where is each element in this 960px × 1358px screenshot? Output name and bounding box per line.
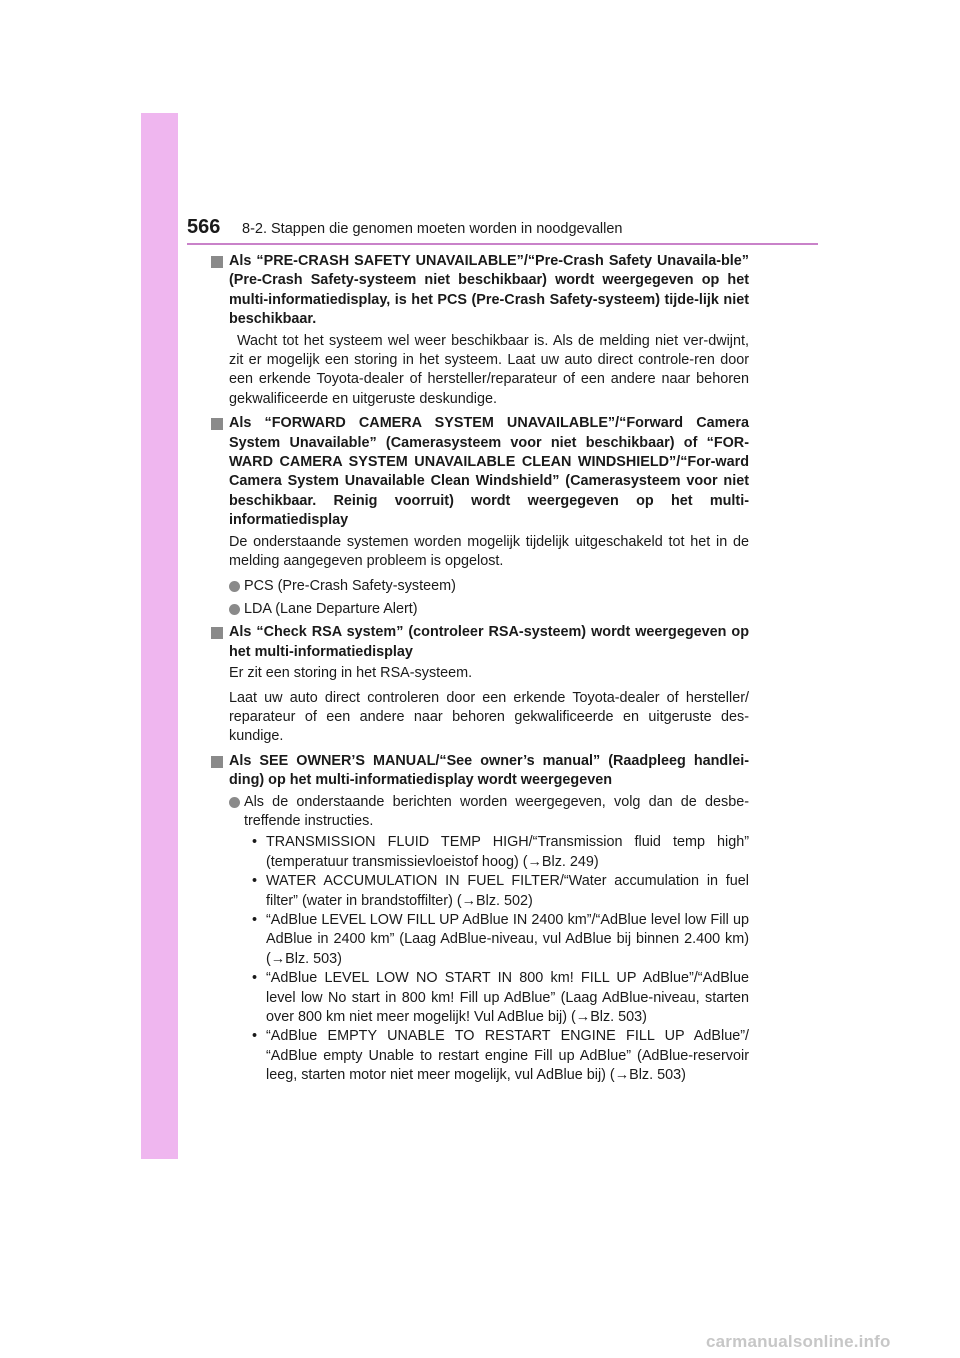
section-forward-camera-unavailable	[211, 414, 749, 619]
dot-marker-icon: •	[252, 912, 258, 928]
section-paragraph: Er zit een storing in het RSA-systeem.	[229, 665, 473, 682]
list-item-text: PCS (Pre-Crash Safety-systeem)	[244, 577, 456, 594]
section-see-owners-manual	[211, 752, 749, 1086]
section-paragraph: De onderstaande systemen worden mogelijk tijdelijk uitgeschakeld tot het in de melding aangegeven probleem is opgelost.	[229, 533, 749, 570]
section-pcs-unavailable	[211, 252, 749, 409]
round-bullet-icon	[229, 581, 240, 592]
message-list-item: • “AdBlue EMPTY UNABLE TO RESTART ENGINE FILL UP AdBlue”/ “AdBlue empty Unable to restart engine Fill up AdBlue” (AdBlue-reservoir leeg, starten motor niet meer mogelijk, vul AdBlue bij) (→Blz. 503)	[252, 1028, 749, 1084]
message-list-item: • TRANSMISSION FLUID TEMP HIGH/“Transmission fluid temp high” (temperatuur transmissievloeistof hoog) (→Blz. 249)	[252, 834, 749, 870]
section-heading: Als “FORWARD CAMERA SYSTEM UNAVAILABLE”/“Forward Camera System Unavailable” (Camerasysteem voor niet beschikbaar) of “FOR-WARD CAMERA SYSTEM UNAVAILABLE CLEAN WINDSHIELD”/“For-ward Camera System Unavailable Clean Windshield” (Camerasysteem voor niet beschikbaar. Reinig voorruit) wordt weergegeven op het multi-informatiedisplay	[229, 415, 749, 529]
message-list-item: • “AdBlue LEVEL LOW NO START IN 800 km! FILL UP AdBlue”/“AdBlue level low No start in 800 km! Fill up AdBlue” (Laag AdBlue-niveau, starten over 800 km niet meer mogelijk! Vul AdBlue bij) (→Blz. 503)	[252, 970, 749, 1026]
message-list-item: • “AdBlue LEVEL LOW FILL UP AdBlue IN 2400 km”/“AdBlue level low Fill up AdBlue in 2400 km” (Laag AdBlue-niveau, vul AdBlue bij binnen 2.400 km) (→Blz. 503)	[252, 912, 749, 967]
dot-marker-icon: •	[252, 1028, 258, 1045]
section-heading: Als “PRE-CRASH SAFETY UNAVAILABLE”/“Pre-Crash Safety Unavaila-ble” (Pre-Crash Safety-systeem niet beschikbaar) wordt weergegeven op het multi-informatiedisplay, is het PCS (Pre-Crash Safety-systeem) tijde-lijk niet beschikbaar.	[229, 253, 749, 328]
section-heading: Als “Check RSA system” (controleer RSA-systeem) wordt weergegeven op het multi-informatiedisplay	[229, 624, 749, 660]
square-bullet-icon	[211, 418, 223, 430]
dot-marker-icon: •	[252, 970, 258, 987]
list-item	[229, 600, 749, 619]
square-bullet-icon	[211, 756, 223, 768]
dot-marker-icon: •	[252, 873, 258, 890]
header-divider	[187, 243, 818, 245]
square-bullet-icon	[211, 627, 223, 639]
round-bullet-icon	[229, 604, 240, 615]
section-heading: Als SEE OWNER’S MANUAL/“See owner’s manual” (Raadpleeg handlei-ding) op het multi-informatiedisplay wordt weergegeven	[229, 752, 749, 789]
page-header	[187, 216, 837, 246]
section-paragraph: Laat uw auto direct controleren door een erkende Toyota-dealer of hersteller/ reparateur of een andere naar behoren gekwalificeerde en uitgeruste des-kundige.	[229, 689, 749, 745]
list-item	[229, 577, 749, 596]
message-list	[244, 833, 749, 1085]
page-number: 566	[187, 216, 221, 238]
watermark-text: carmanualsonline.info	[706, 1332, 891, 1351]
section-check-rsa-system	[211, 623, 749, 746]
square-bullet-icon	[211, 256, 223, 268]
chapter-sidebar-tab	[141, 113, 178, 1159]
round-bullet-icon	[229, 797, 240, 808]
list-item-text: Als de onderstaande berichten worden weergegeven, volg dan de desbe-treffende instructies.	[244, 793, 749, 829]
page-content	[211, 252, 749, 1090]
dot-marker-icon: •	[252, 834, 258, 851]
chapter-title: 8-2. Stappen die genomen moeten worden in noodgevallen	[242, 221, 623, 237]
section-paragraph: Wacht tot het systeem wel weer beschikbaar is. Als de melding niet ver-dwijnt, zit er mogelijk een storing in het systeem. Laat uw auto direct controle-ren door een erkende Toyota-dealer of hersteller/reparateur of een andere naar behoren gekwalificeerde en uitgeruste deskundige.	[229, 332, 749, 407]
list-item	[229, 793, 749, 1086]
message-list-item: • WATER ACCUMULATION IN FUEL FILTER/“Water accumulation in fuel filter” (water in brandstoffilter) (→Blz. 502)	[252, 873, 749, 909]
list-item-text: LDA (Lane Departure Alert)	[244, 600, 418, 617]
